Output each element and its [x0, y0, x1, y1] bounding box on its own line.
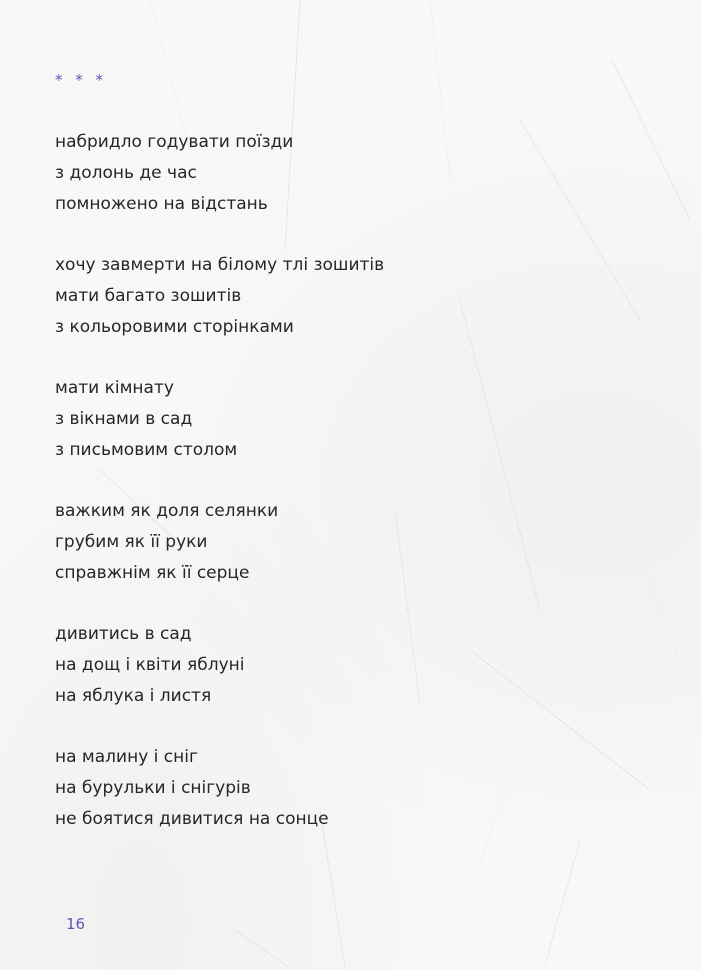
poem-line: на бурульки і снігурів: [55, 778, 251, 798]
poem-line: хочу завмерти на білому тлі зошитів: [55, 255, 385, 275]
poem-line: справжнім як її серце: [55, 563, 250, 583]
poem-line: важким як доля селянки: [55, 501, 279, 521]
poem-line: мати кімнату: [55, 378, 174, 398]
poem-stanza: [55, 496, 655, 589]
poem-line: не боятися дивитися на сонце: [55, 809, 329, 829]
poem-line: з кольоровими сторінками: [55, 317, 294, 337]
poem-stanza: [55, 742, 655, 835]
poem-line: з письмовим столом: [55, 440, 238, 460]
section-ornament: * * *: [55, 71, 108, 89]
poem-line: грубим як її руки: [55, 532, 208, 552]
poem-stanza: [55, 373, 655, 466]
poem-stanza: [55, 619, 655, 712]
poem-stanza: [55, 250, 655, 343]
poem-body: [55, 127, 655, 865]
poem-line: з вікнами в сад: [55, 409, 193, 429]
poem-line: помножено на відстань: [55, 194, 268, 214]
poem-line: на дощ і квіти яблуні: [55, 655, 245, 675]
poem-line: на малину і сніг: [55, 747, 198, 767]
page-number: 16: [66, 915, 86, 933]
poem-line: з долонь де час: [55, 163, 197, 183]
poem-line: дивитись в сад: [55, 624, 192, 644]
poem-line: мати багато зошитів: [55, 286, 242, 306]
poem-stanza: [55, 127, 655, 220]
poem-line: на яблука і листя: [55, 686, 212, 706]
poem-line: набридло годувати поїзди: [55, 132, 294, 152]
